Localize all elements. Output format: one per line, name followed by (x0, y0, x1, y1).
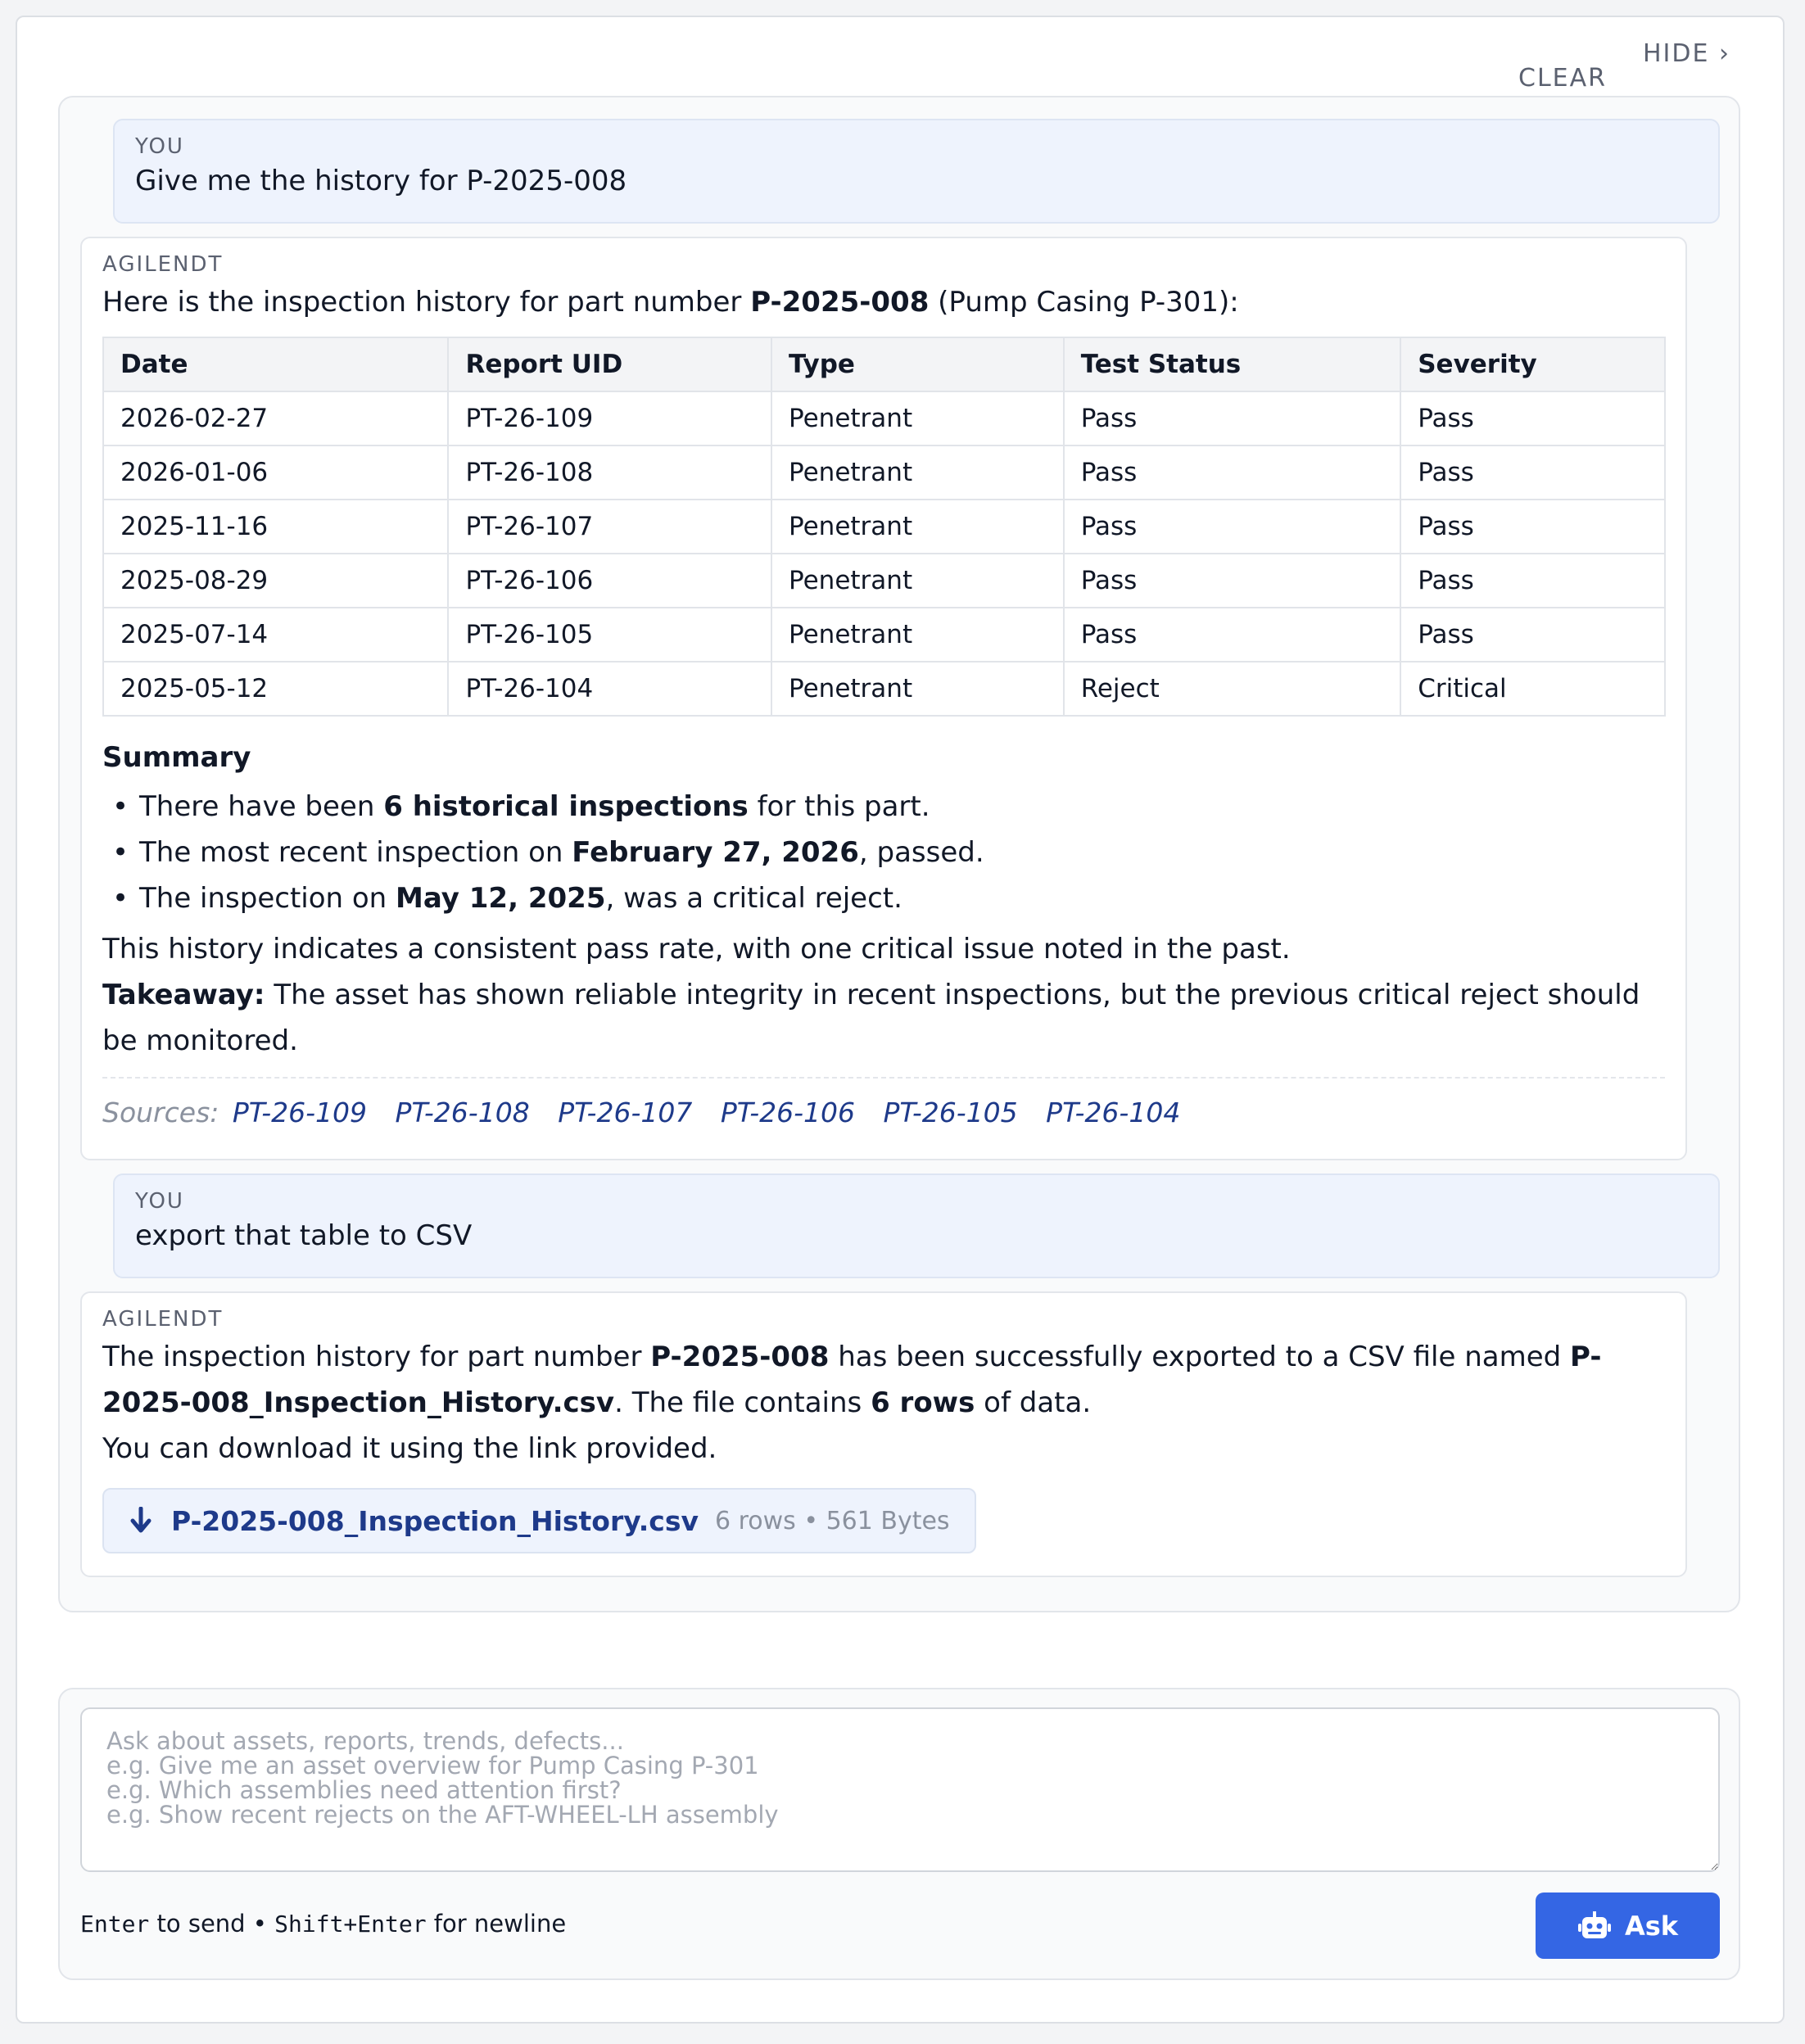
part-number: P-2025-008 (650, 1341, 830, 1373)
text-segment: of data. (975, 1386, 1092, 1419)
ask-button[interactable] (1536, 1893, 1720, 1959)
table-header-row (103, 337, 1665, 391)
cell-type: Penetrant (771, 500, 1064, 554)
message-text: export that table to CSV (135, 1219, 473, 1252)
cell-severity: Pass (1400, 391, 1665, 445)
hint-text-end: for newline (426, 1910, 567, 1938)
inspection-history-table (102, 337, 1666, 717)
row-count: 6 rows (871, 1386, 975, 1419)
bullet-text: The inspection on (139, 882, 396, 915)
takeaway-paragraph (102, 972, 1665, 1064)
hide-button[interactable]: HIDE › (1643, 39, 1730, 68)
cell-report-uid: PT-26-108 (448, 445, 771, 500)
cell-severity: Pass (1400, 554, 1665, 608)
conclusion-text: This history indicates a consistent pass rate, with one critical issue noted in the past. (102, 933, 1291, 965)
source-link[interactable]: PT-26-106 (720, 1097, 856, 1128)
robot-icon (1577, 1911, 1612, 1942)
cell-date: 2026-02-27 (103, 391, 448, 445)
cell-test-status: Pass (1064, 608, 1401, 662)
cell-severity: Pass (1400, 500, 1665, 554)
text-segment: The inspection history for part number (102, 1341, 651, 1373)
message-text: Give me the history for P-2025-008 (135, 165, 627, 197)
column-header-test-status: Test Status (1064, 337, 1401, 391)
cell-type: Penetrant (771, 662, 1064, 716)
part-number: P-2025-008 (750, 286, 930, 319)
bullet-text-end: , passed. (858, 836, 984, 869)
clear-button[interactable]: CLEAR (1518, 64, 1607, 93)
message-intro (102, 279, 1665, 325)
hint-text: to send • (149, 1910, 275, 1938)
column-header-type: Type (771, 337, 1064, 391)
text-segment: . The file contains (614, 1386, 871, 1419)
cell-severity: Pass (1400, 445, 1665, 500)
assistant-message (80, 237, 1687, 1160)
hint-key-enter: Enter (80, 1911, 150, 1938)
cell-report-uid: PT-26-105 (448, 608, 771, 662)
cell-date: 2025-08-29 (103, 554, 448, 608)
column-header-severity: Severity (1400, 337, 1665, 391)
ask-button-label: Ask (1624, 1910, 1679, 1942)
bullet-text-end: for this part. (748, 790, 930, 823)
table-row (103, 608, 1665, 662)
download-instruction: You can download it using the link provided. (102, 1432, 717, 1465)
cell-report-uid: PT-26-107 (448, 500, 771, 554)
bullet-text-end: , was a critical reject. (605, 882, 902, 915)
text-segment: has been successfully exported to a CSV file named (829, 1341, 1571, 1373)
cell-report-uid: PT-26-104 (448, 662, 771, 716)
assistant-message (80, 1291, 1687, 1577)
column-header-date: Date (103, 337, 448, 391)
cell-report-uid: PT-26-106 (448, 554, 771, 608)
message-role: YOU (135, 134, 184, 159)
export-confirmation-text (102, 1334, 1665, 1426)
sources-label: Sources: (102, 1097, 219, 1128)
intro-text-end: (Pump Casing P-301): (929, 286, 1239, 319)
summary-heading: Summary (102, 741, 251, 774)
table-row (103, 391, 1665, 445)
user-message (113, 119, 1720, 224)
file-name: P-2025-008_Inspection_History.csv (102, 1341, 1602, 1419)
cell-test-status: Reject (1064, 662, 1401, 716)
bullet-emphasis: February 27, 2026 (572, 836, 859, 869)
cell-severity: Pass (1400, 608, 1665, 662)
list-item (102, 875, 1665, 921)
source-link[interactable]: PT-26-104 (1046, 1097, 1181, 1128)
keyboard-hint (80, 1910, 566, 1938)
user-message (113, 1173, 1720, 1278)
bullet-text: There have been (139, 790, 384, 823)
cell-report-uid: PT-26-109 (448, 391, 771, 445)
message-role: YOU (135, 1189, 184, 1214)
summary-list (102, 784, 1665, 921)
sources-list (102, 1077, 1665, 1137)
query-input[interactable] (80, 1707, 1720, 1872)
table-row (103, 445, 1665, 500)
source-link[interactable]: PT-26-109 (232, 1097, 368, 1128)
message-role: AGILENDT (102, 252, 224, 277)
cell-test-status: Pass (1064, 391, 1401, 445)
download-file-meta: 6 rows • 561 Bytes (714, 1506, 950, 1535)
list-item (102, 830, 1665, 875)
cell-severity: Critical (1400, 662, 1665, 716)
cell-date: 2025-07-14 (103, 608, 448, 662)
list-item (102, 784, 1665, 830)
bullet-emphasis: May 12, 2025 (396, 882, 606, 915)
cell-date: 2025-05-12 (103, 662, 448, 716)
download-file-name: P-2025-008_Inspection_History.csv (171, 1504, 699, 1537)
table-row (103, 662, 1665, 716)
table-row (103, 554, 1665, 608)
takeaway-label: Takeaway: (102, 979, 265, 1011)
cell-date: 2026-01-06 (103, 445, 448, 500)
table-row (103, 500, 1665, 554)
source-link[interactable]: PT-26-108 (395, 1097, 530, 1128)
bullet-emphasis: 6 historical inspections (383, 790, 749, 823)
cell-test-status: Pass (1064, 445, 1401, 500)
cell-type: Penetrant (771, 391, 1064, 445)
source-link[interactable]: PT-26-105 (883, 1097, 1018, 1128)
cell-type: Penetrant (771, 608, 1064, 662)
bullet-text: The most recent inspection on (139, 836, 572, 869)
cell-test-status: Pass (1064, 554, 1401, 608)
cell-type: Penetrant (771, 554, 1064, 608)
cell-type: Penetrant (771, 445, 1064, 500)
download-arrow-icon (129, 1507, 153, 1535)
takeaway-text: The asset has shown reliable integrity in recent inspections, but the previous critical reject should be monitored. (102, 979, 1640, 1057)
message-role: AGILENDT (102, 1307, 224, 1332)
source-link[interactable]: PT-26-107 (558, 1097, 693, 1128)
column-header-report-uid: Report UID (448, 337, 771, 391)
csv-download-link[interactable] (102, 1488, 976, 1553)
hint-key-shift-enter: Shift+Enter (274, 1911, 427, 1938)
cell-date: 2025-11-16 (103, 500, 448, 554)
cell-test-status: Pass (1064, 500, 1401, 554)
intro-text: Here is the inspection history for part number (102, 286, 751, 319)
